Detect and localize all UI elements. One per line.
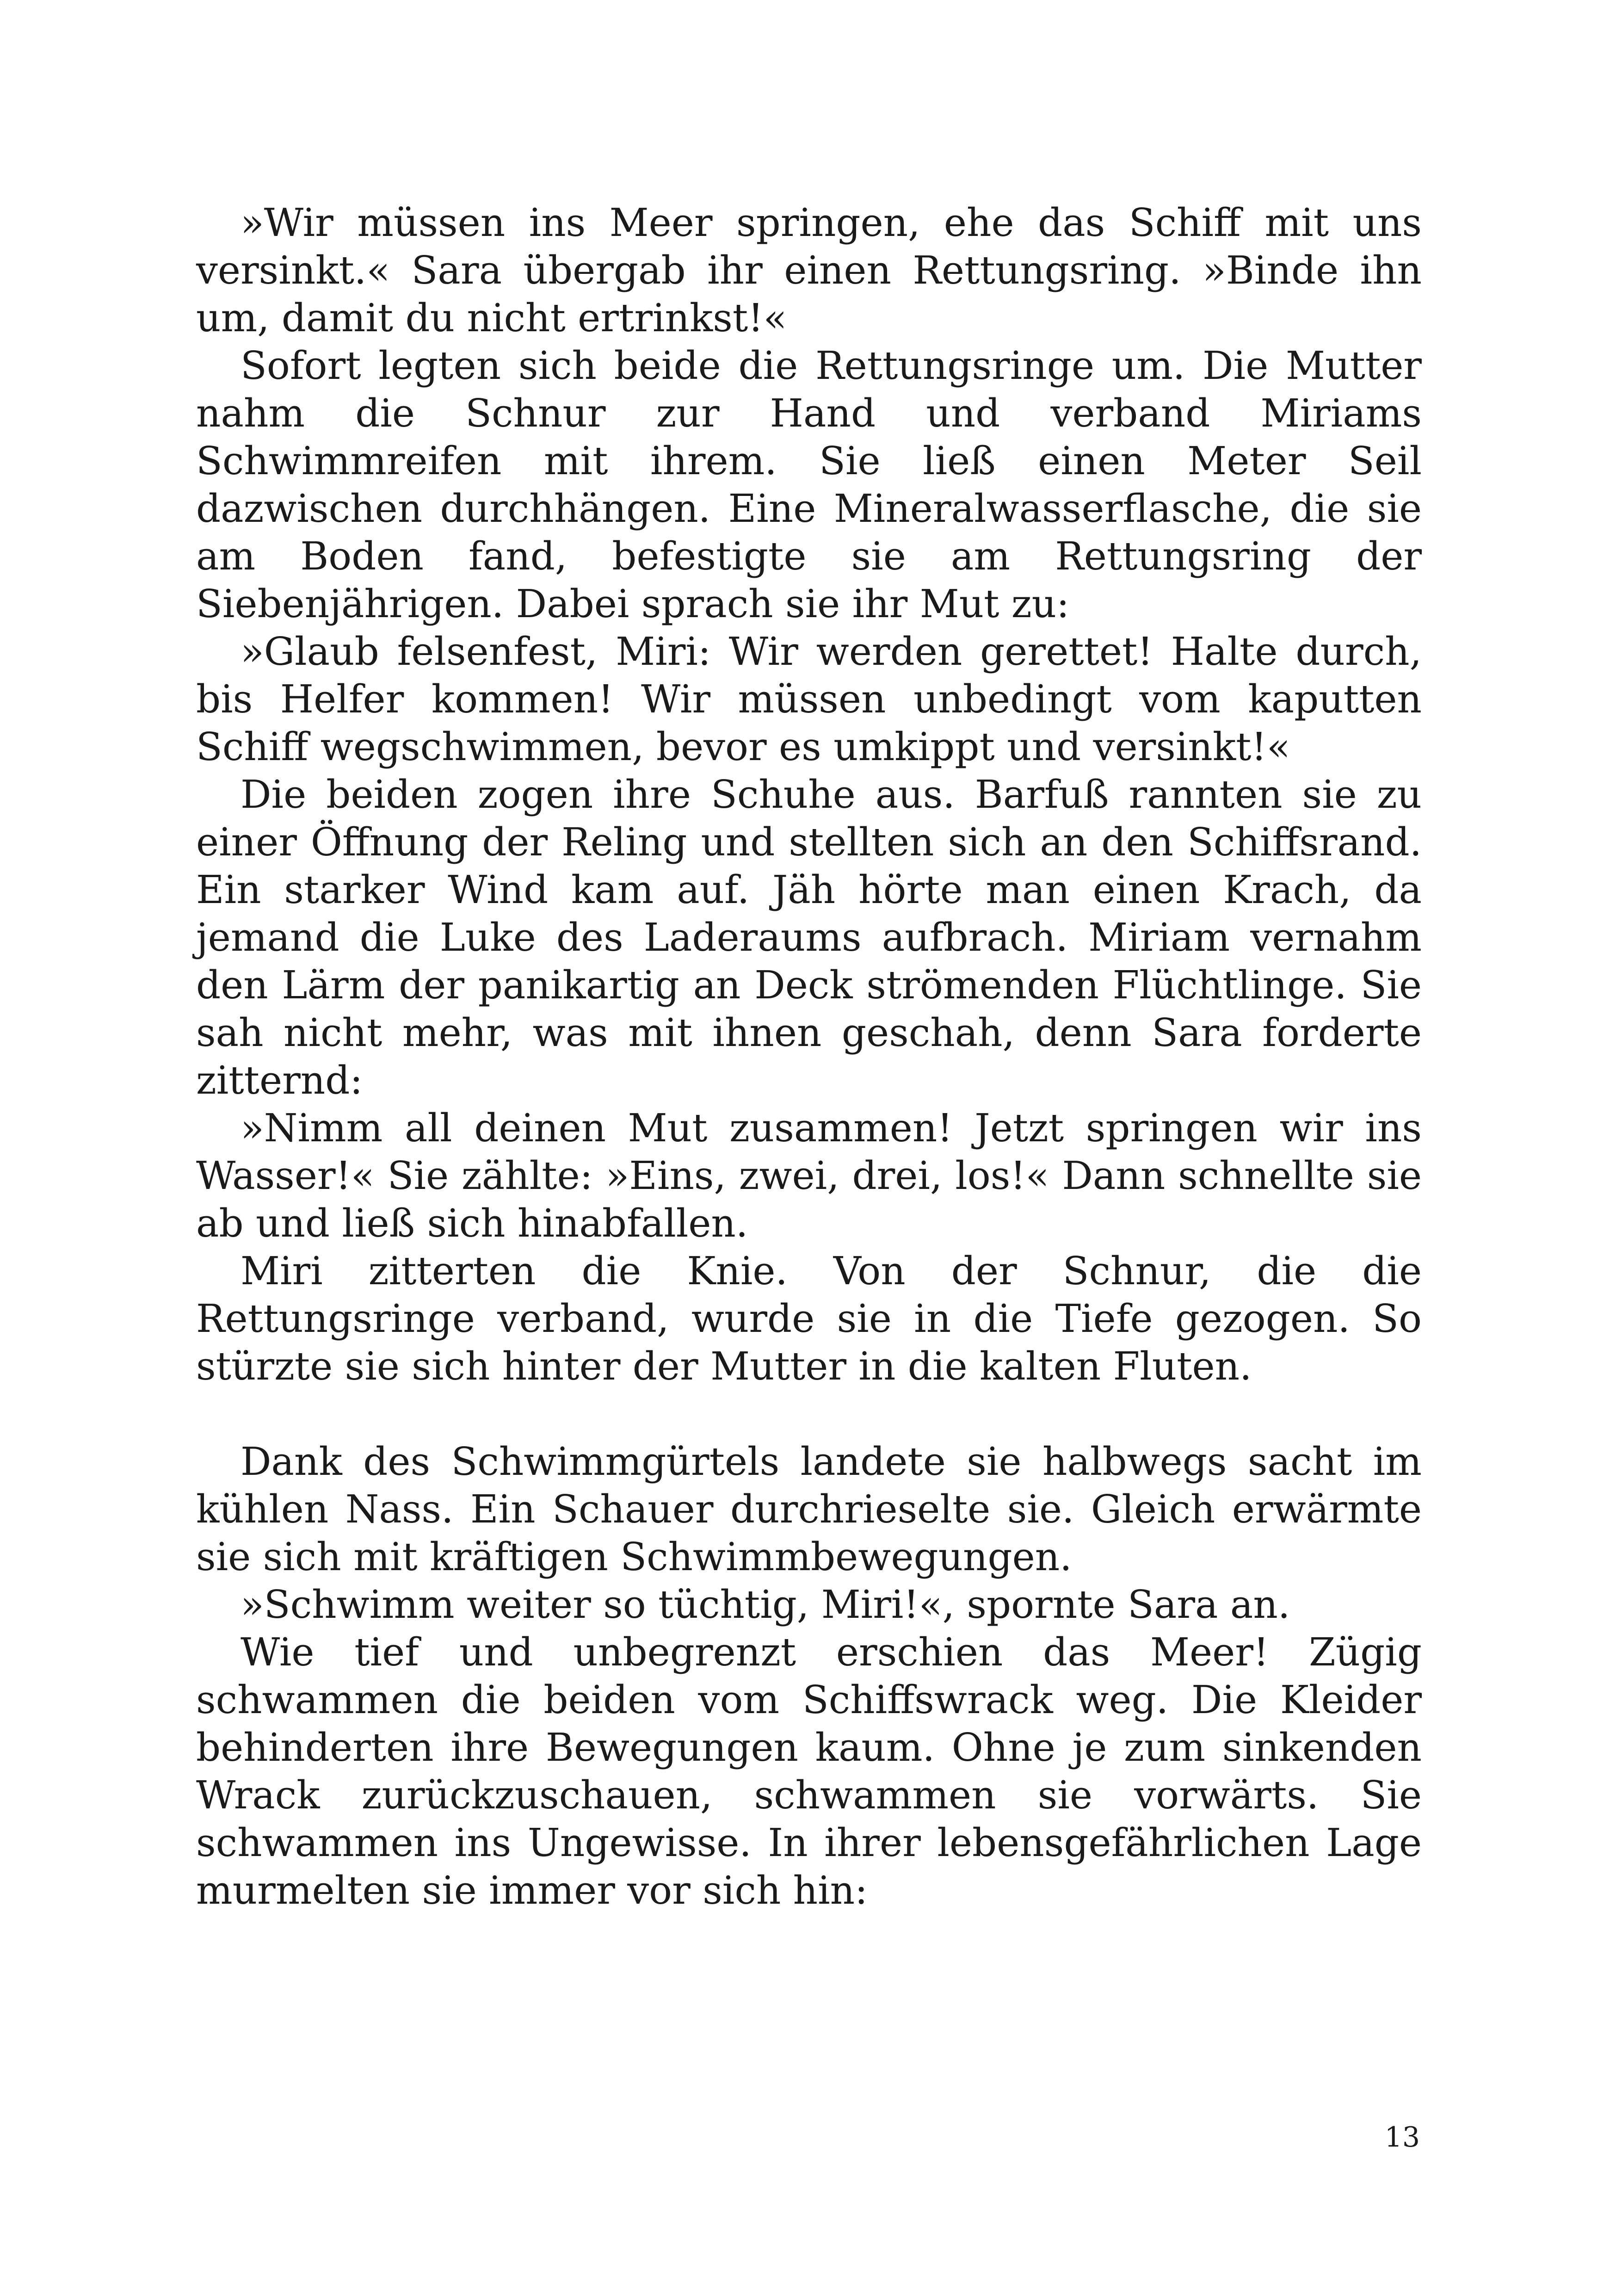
body-text: [196, 199, 1422, 1914]
paragraph: »Nimm all deinen Mut zusammen! Jetzt springen wir ins Wasser!« Sie zählte: »Eins, zwei, drei, los!« Dann schnellte sie ab und ließ sich hinabfallen.: [196, 1106, 1422, 1246]
page-number: 13: [1384, 2121, 1420, 2154]
paragraph: Die beiden zogen ihre Schuhe aus. Barfuß rannten sie zu einer Öffnung der Reling und stellten sich an den Schiffsrand. Ein starker Wind kam auf. Jäh hörte man einen Krach, da jemand die Luke des Laderaums aufbrach. Miriam vernahm den Lärm der panikartig an Deck strömenden Flüchtlinge. Sie sah nicht mehr, was mit ihnen geschah, denn Sara forderte zitternd:: [196, 772, 1422, 1103]
paragraph: Dank des Schwimmgürtels landete sie halbwegs sacht im kühlen Nass. Ein Schauer durchrieselte sie. Gleich erwärmte sie sich mit kräftigen Schwimmbewegungen.: [196, 1439, 1422, 1579]
paragraph: »Schwimm weiter so tüchtig, Miri!«, spornte Sara an.: [241, 1582, 1290, 1627]
paragraph: »Glaub felsenfest, Miri: Wir werden gerettet! Halte durch, bis Helfer kommen! Wir müssen unbedingt vom kaputten Schiff wegschwimmen, bevor es umkippt und versinkt!«: [196, 629, 1422, 769]
paragraph: »Wir müssen ins Meer springen, ehe das Schiff mit uns versinkt.« Sara übergab ihr einen Rettungsring. »Binde ihn um, damit du nicht ertrinkst!«: [196, 200, 1422, 340]
paragraph: Wie tief und unbegrenzt erschien das Meer! Zügig schwammen die beiden vom Schiffswrack weg. Die Kleider behinderten ihre Bewegungen kaum. Ohne je zum sinkenden Wrack zurückzuschauen, schwammen sie vorwärts. Sie schwammen ins Ungewisse. In ihrer lebensgefährlichen Lage murmelten sie immer vor sich hin:: [196, 1630, 1422, 1913]
paragraph: Sofort legten sich beide die Rettungsringe um. Die Mutter nahm die Schnur zur Hand und verband Miriams Schwimmreifen mit ihrem. Sie ließ einen Meter Seil dazwischen durchhängen. Eine Mineralwasserflasche, die sie am Boden fand, befestigte sie am Rettungsring der Siebenjährigen. Dabei sprach sie ihr Mut zu:: [196, 343, 1422, 626]
paragraph: Miri zitterten die Knie. Von der Schnur, die die Rettungsringe verband, wurde sie in die Tiefe gezogen. So stürzte sie sich hinter der Mutter in die kalten Fluten.: [196, 1249, 1422, 1389]
